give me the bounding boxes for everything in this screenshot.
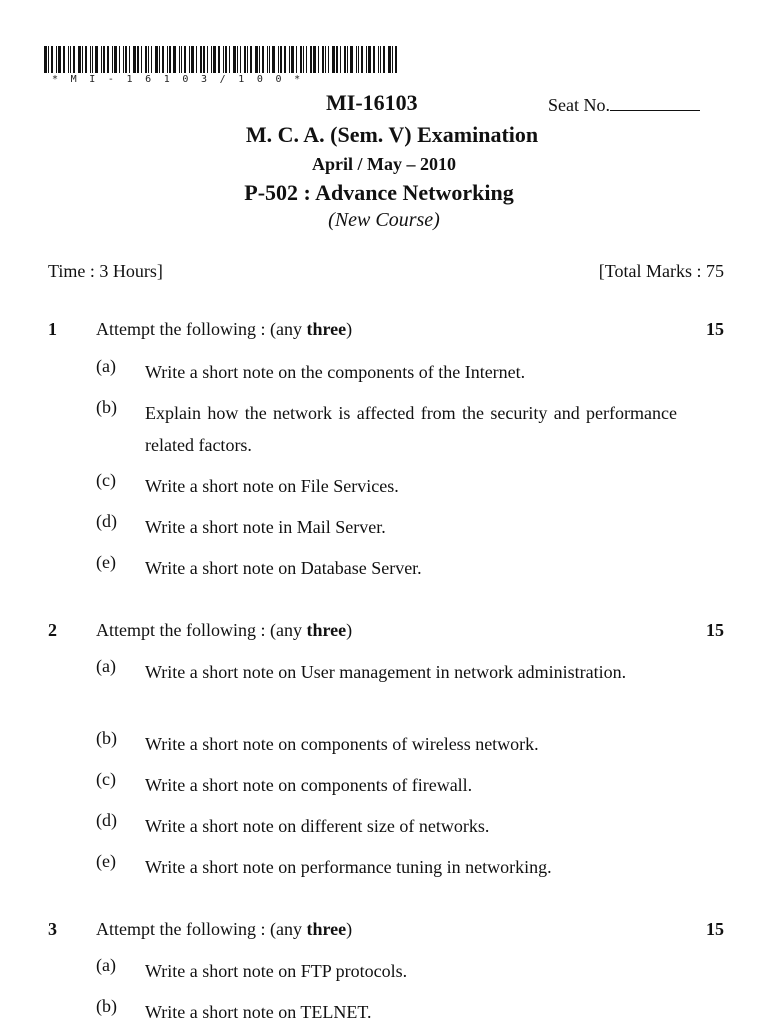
sub-question-text: Write a short note on Database Server. — [145, 558, 422, 578]
sub-question-text: Explain how the network is affected from the security and performance related factors. — [145, 403, 677, 455]
barcode-bar — [213, 46, 216, 73]
barcode-bar — [70, 46, 71, 73]
barcode-bar — [207, 46, 208, 73]
sub-question-label: (a) — [96, 955, 116, 975]
barcode-bar — [303, 46, 304, 73]
barcode-bar — [233, 46, 236, 73]
sub-question-label: (a) — [96, 356, 116, 376]
barcode-bar — [267, 46, 268, 73]
barcode-bar — [167, 46, 168, 73]
barcode-bar — [141, 46, 142, 73]
barcode-bar — [103, 46, 105, 73]
barcode-bar — [191, 46, 194, 73]
barcode-bar — [244, 46, 246, 73]
barcode-bar — [162, 46, 164, 73]
barcode-bar — [380, 46, 381, 73]
barcode-bar — [255, 46, 258, 73]
barcode-bar — [361, 46, 363, 73]
barcode-bar — [358, 46, 359, 73]
barcode-bar — [392, 46, 393, 73]
total-marks: [Total Marks : 75 — [598, 261, 724, 281]
barcode-bar — [325, 46, 326, 73]
sub-question-text: Write a short note in Mail Server. — [145, 517, 386, 537]
barcode-bar — [73, 46, 75, 73]
exam-date: April / May – 2010 — [312, 154, 456, 174]
barcode-bar — [155, 46, 158, 73]
barcode-bar — [90, 46, 91, 73]
sub-question-text: Write a short note on performance tuning in networking. — [145, 857, 552, 877]
barcode-bar — [262, 46, 264, 73]
barcode-bar — [336, 46, 338, 73]
exam-title: M. C. A. (Sem. V) Examination — [245, 122, 539, 147]
sub-question-text: Write a short note on User management in network administration. — [145, 662, 627, 682]
sub-question-text: Write a short note on File Services. — [145, 476, 399, 496]
barcode-bar — [373, 46, 375, 73]
barcode-bar — [184, 46, 186, 73]
barcode-bar — [306, 46, 307, 73]
question-heading — [0, 919, 768, 945]
barcode-bar — [196, 46, 197, 73]
barcode-bar — [92, 46, 93, 73]
barcode-bar — [203, 46, 205, 73]
barcode-bar — [51, 46, 53, 73]
barcode-bar — [58, 46, 61, 73]
barcode-bar — [123, 46, 124, 73]
sub-question-text: Write a short note on TELNET. — [145, 1002, 372, 1022]
barcode-bar — [259, 46, 260, 73]
sub-question-label: (c) — [96, 769, 116, 789]
question-marks: 15 — [706, 919, 724, 939]
barcode-caption: *MI-16103/100* — [52, 74, 313, 85]
barcode-bar — [332, 46, 335, 73]
barcode — [44, 46, 424, 73]
barcode-bar — [328, 46, 329, 73]
barcode-bar — [107, 46, 109, 73]
seat-blank-line — [610, 96, 700, 111]
barcode-bar — [119, 46, 120, 73]
question-number: 2 — [48, 620, 57, 640]
barcode-bar — [82, 46, 83, 73]
barcode-bar — [151, 46, 152, 73]
question-instruction: Attempt the following : (any three) — [96, 919, 353, 939]
sub-question-label: (e) — [96, 851, 116, 871]
barcode-bar — [250, 46, 252, 73]
barcode-bar — [148, 46, 149, 73]
question-marks: 15 — [706, 319, 724, 339]
barcode-bar — [101, 46, 102, 73]
barcode-bar — [85, 46, 87, 73]
barcode-bar — [95, 46, 98, 73]
question-instruction: Attempt the following : (any three) — [96, 620, 353, 640]
barcode-bar — [278, 46, 279, 73]
sub-question-label: (d) — [96, 511, 117, 531]
sub-question-label: (e) — [96, 552, 116, 572]
barcode-bar — [189, 46, 190, 73]
seat-number-field — [548, 95, 700, 116]
barcode-bar — [300, 46, 302, 73]
barcode-bar — [229, 46, 230, 73]
question-heading — [0, 319, 768, 345]
barcode-bar — [125, 46, 127, 73]
sub-question-text: Write a short note on components of firewall. — [145, 775, 473, 795]
barcode-bar — [269, 46, 270, 73]
barcode-bar — [289, 46, 290, 73]
sub-question-label: (b) — [96, 397, 117, 417]
barcode-bar — [200, 46, 202, 73]
barcode-bar — [218, 46, 220, 73]
sub-question-label: (d) — [96, 810, 117, 830]
barcode-bar — [225, 46, 227, 73]
barcode-bar — [395, 46, 397, 73]
barcode-bar — [296, 46, 297, 73]
barcode-bar — [223, 46, 224, 73]
barcode-bar — [173, 46, 176, 73]
barcode-bar — [368, 46, 371, 73]
sub-question-label: (b) — [96, 728, 117, 748]
barcode-bar — [347, 46, 348, 73]
barcode-bar — [159, 46, 160, 73]
barcode-bar — [284, 46, 286, 73]
barcode-bar — [313, 46, 316, 73]
paper-code: MI-16103 — [326, 90, 418, 115]
barcode-bar — [114, 46, 117, 73]
sub-question-label: (c) — [96, 470, 116, 490]
question-heading — [0, 620, 768, 646]
course-type: (New Course) — [328, 209, 440, 231]
barcode-bar — [322, 46, 324, 73]
barcode-bar — [237, 46, 238, 73]
barcode-bar — [169, 46, 171, 73]
barcode-bar — [179, 46, 180, 73]
sub-question-text: Write a short note on FTP protocols. — [145, 961, 408, 981]
barcode-bar — [78, 46, 81, 73]
barcode-bar — [137, 46, 139, 73]
seat-label: Seat No. — [548, 95, 610, 115]
barcode-bar — [344, 46, 346, 73]
barcode-bar — [383, 46, 385, 73]
sub-question-text: Write a short note on different size of networks. — [145, 816, 490, 836]
barcode-bar — [181, 46, 182, 73]
sub-question-text: Write a short note on the components of the Internet. — [145, 362, 526, 382]
barcode-bar — [240, 46, 241, 73]
barcode-bar — [356, 46, 357, 73]
barcode-bar — [366, 46, 367, 73]
barcode-bar — [56, 46, 57, 73]
barcode-bar — [378, 46, 379, 73]
question-number: 1 — [48, 319, 57, 339]
barcode-bar — [291, 46, 294, 73]
question-marks: 15 — [706, 620, 724, 640]
barcode-bar — [350, 46, 353, 73]
barcode-bar — [145, 46, 147, 73]
barcode-bar — [318, 46, 319, 73]
barcode-bar — [133, 46, 136, 73]
barcode-bar — [48, 46, 49, 73]
barcode-bar — [340, 46, 341, 73]
barcode-bar — [388, 46, 391, 73]
sub-question-label: (b) — [96, 996, 117, 1016]
barcode-bar — [68, 46, 69, 73]
barcode-bar — [211, 46, 212, 73]
barcode-bar — [272, 46, 275, 73]
question-number: 3 — [48, 919, 57, 939]
barcode-bar — [247, 46, 248, 73]
paper-title: P-502 : Advance Networking — [244, 180, 514, 205]
time-limit: Time : 3 Hours] — [48, 261, 163, 281]
barcode-bar — [63, 46, 65, 73]
barcode-bar — [112, 46, 113, 73]
sub-question-label: (a) — [96, 656, 116, 676]
barcode-bar — [310, 46, 312, 73]
barcode-bar — [280, 46, 282, 73]
barcode-bar — [129, 46, 130, 73]
barcode-bar — [44, 46, 47, 73]
sub-question-text: Write a short note on components of wireless network. — [145, 734, 539, 754]
question-instruction: Attempt the following : (any three) — [96, 319, 353, 339]
